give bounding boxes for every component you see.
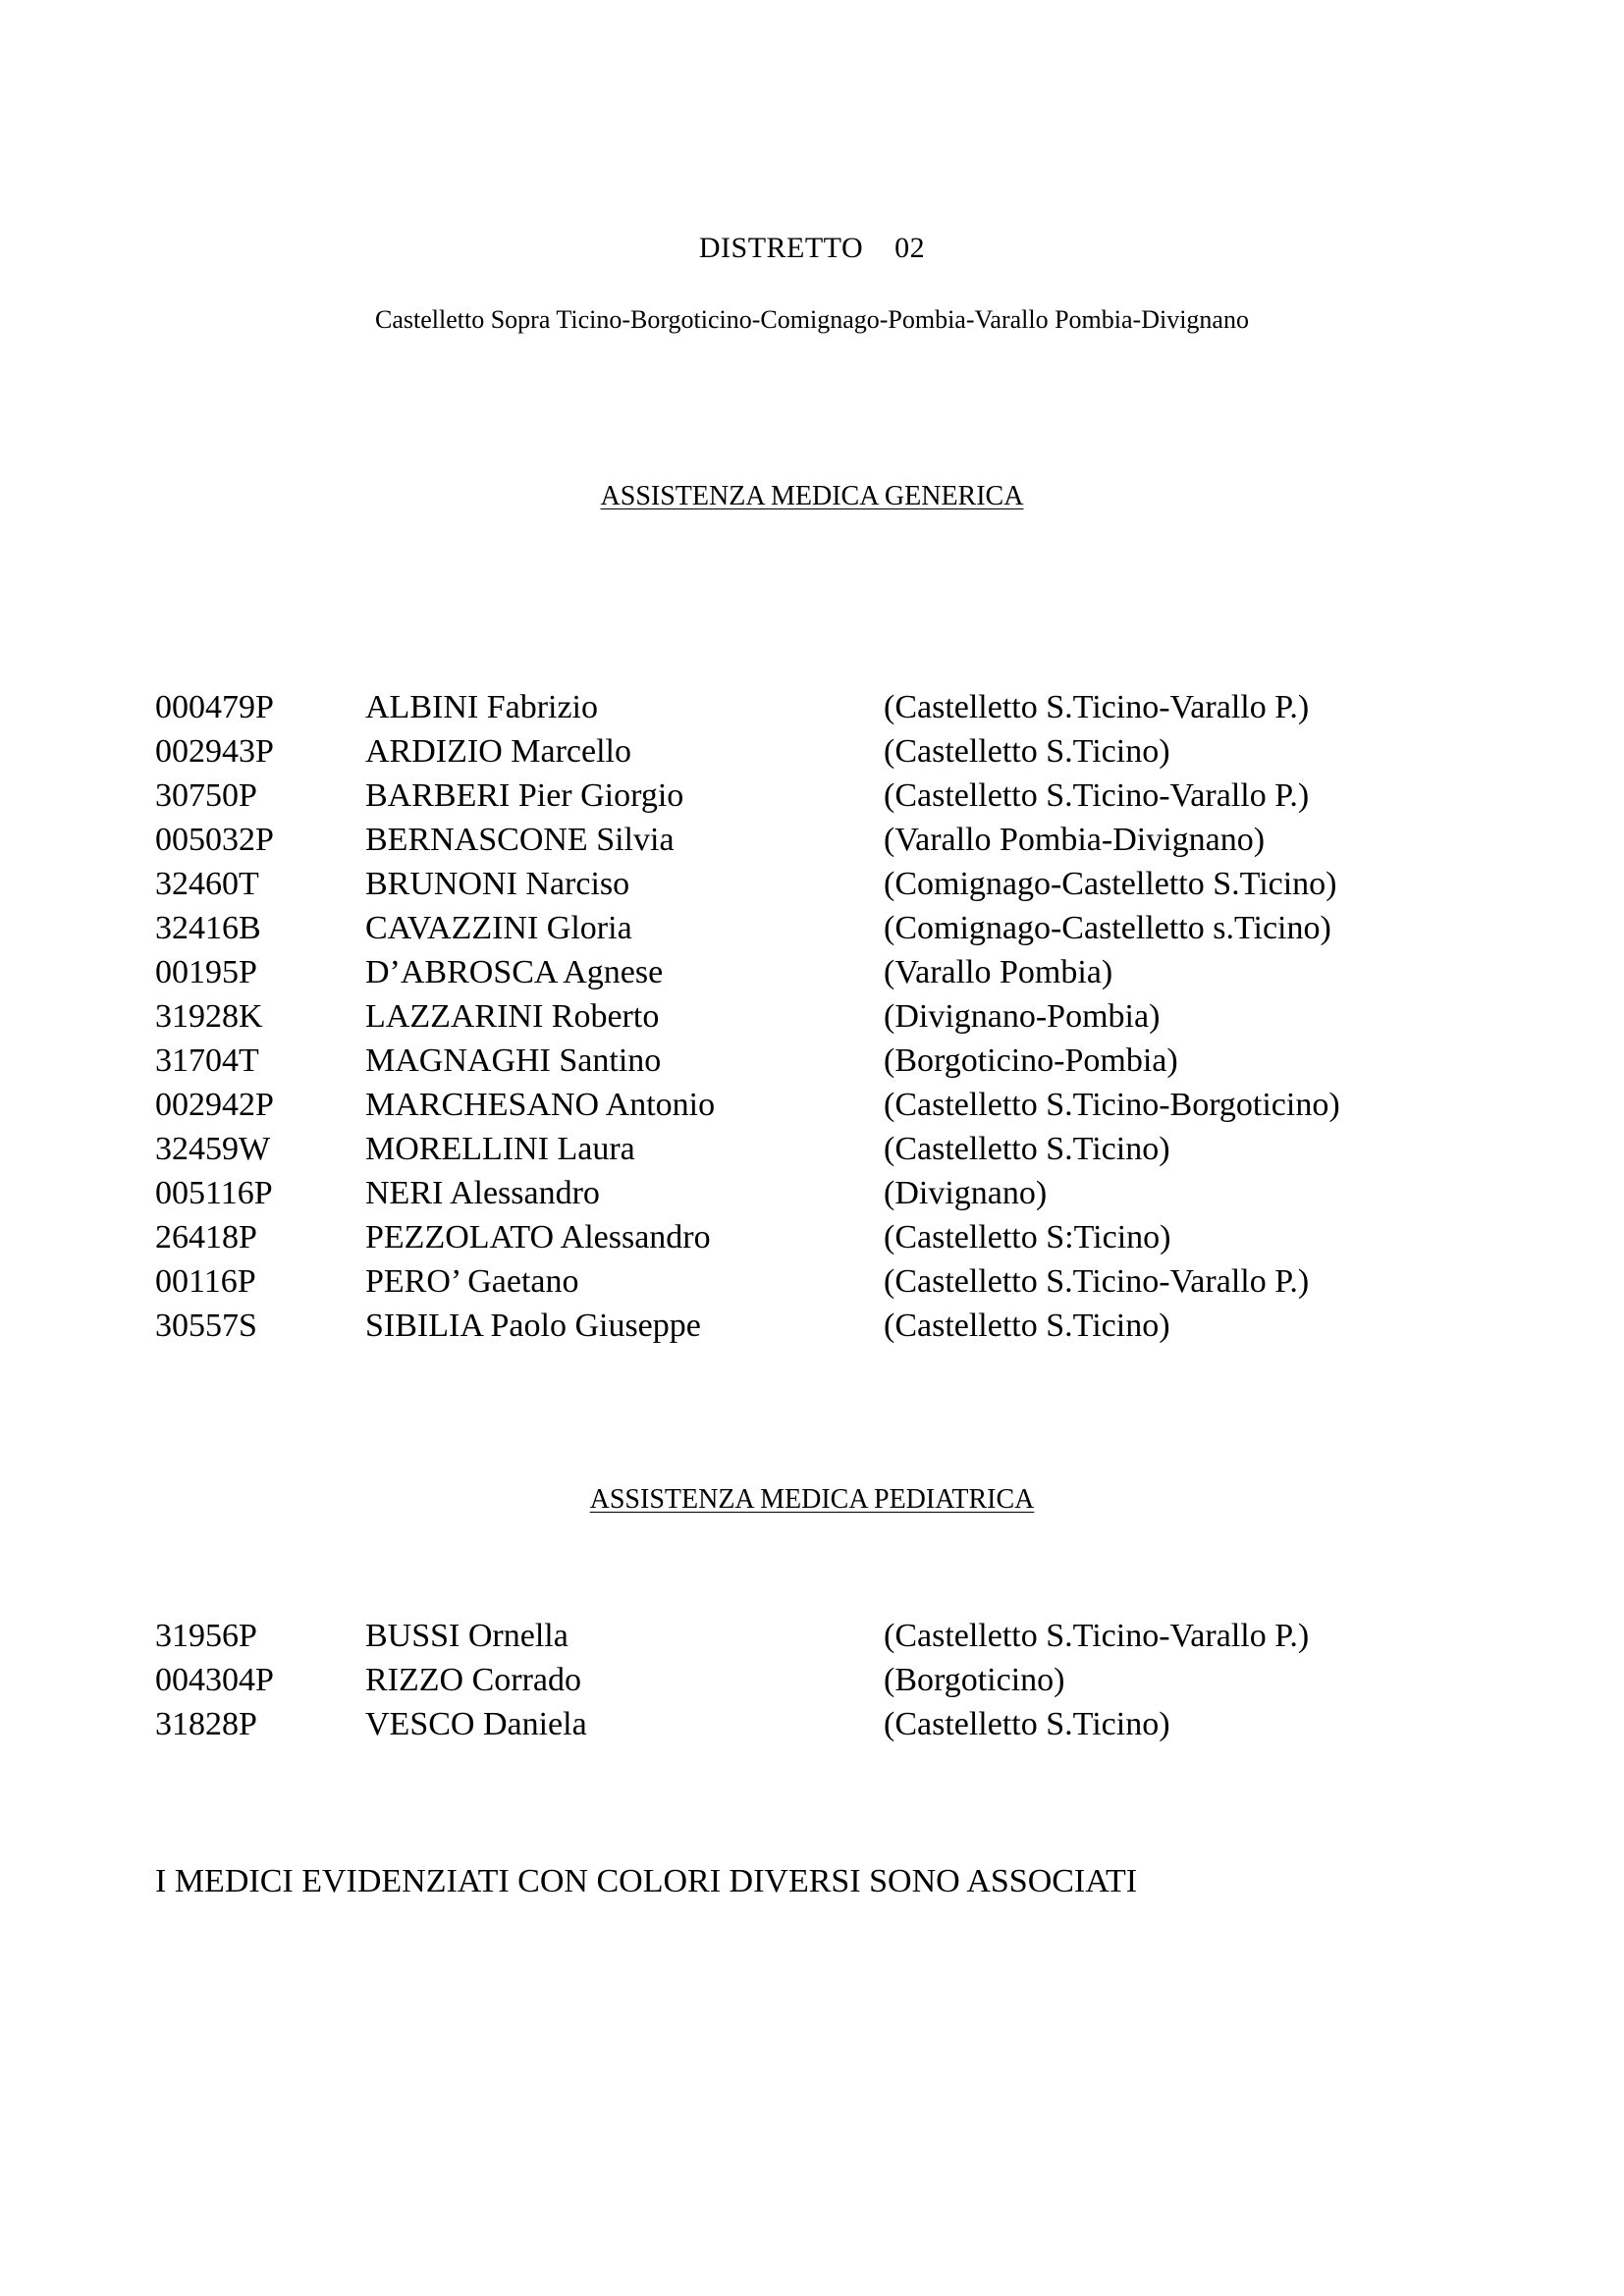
doctor-row — [0, 1702, 1624, 1746]
doctor-row — [0, 950, 1624, 994]
doctor-name: PEZZOLATO Alessandro — [365, 1219, 711, 1255]
district-label: DISTRETTO — [698, 232, 864, 264]
doctor-location: (Comignago-Castelletto s.Ticino) — [884, 910, 1331, 946]
district-heading — [0, 232, 1624, 265]
doctor-code: 26418P — [155, 1219, 257, 1255]
doctor-location: (Borgoticino-Pombia) — [884, 1042, 1178, 1079]
doctor-location: (Castelletto S:Ticino) — [884, 1219, 1171, 1255]
doctor-code: 32416B — [155, 910, 261, 946]
doctor-code: 005116P — [155, 1175, 273, 1211]
doctor-row — [0, 729, 1624, 774]
section-title-generic: ASSISTENZA MEDICA GENERICA — [600, 481, 1024, 511]
doctor-location: (Varallo Pombia-Divignano) — [884, 822, 1266, 858]
doctor-location: (Castelletto S.Ticino) — [884, 1131, 1170, 1167]
doctor-name: RIZZO Corrado — [365, 1662, 582, 1698]
doctor-location: (Castelletto S.Ticino) — [884, 733, 1170, 770]
generic-doctors-list — [0, 685, 1624, 1348]
doctor-code: 000479P — [155, 689, 274, 725]
doctor-code: 32459W — [155, 1131, 271, 1167]
doctor-name: LAZZARINI Roberto — [365, 998, 660, 1035]
doctor-name: BUSSI Ornella — [365, 1618, 568, 1654]
doctor-row — [0, 685, 1624, 729]
doctor-code: 004304P — [155, 1662, 274, 1698]
doctor-row — [0, 862, 1624, 906]
doctor-location: (Castelletto S.Ticino-Borgoticino) — [884, 1087, 1340, 1123]
doctor-name: MORELLINI Laura — [365, 1131, 635, 1167]
doctor-code: 32460T — [155, 866, 259, 902]
doctor-row — [0, 1658, 1624, 1702]
doctor-code: 30557S — [155, 1308, 257, 1344]
doctor-row — [0, 1215, 1624, 1259]
doctor-row — [0, 906, 1624, 950]
doctor-code: 002942P — [155, 1087, 274, 1123]
doctor-code: 002943P — [155, 733, 274, 770]
doctor-location: (Divignano) — [884, 1175, 1048, 1211]
doctor-location: (Castelletto S.Ticino-Varallo P.) — [884, 1618, 1310, 1654]
doctor-row — [0, 994, 1624, 1039]
doctor-name: MARCHESANO Antonio — [365, 1087, 716, 1123]
doctor-name: NERI Alessandro — [365, 1175, 600, 1211]
doctor-location: (Castelletto S.Ticino-Varallo P.) — [884, 1263, 1310, 1300]
pediatric-doctors-list — [0, 1614, 1624, 1746]
doctor-row — [0, 1259, 1624, 1304]
doctor-name: MAGNAGHI Santino — [365, 1042, 662, 1079]
doctor-location: (Varallo Pombia) — [884, 954, 1113, 990]
doctor-code: 31828P — [155, 1706, 257, 1742]
doctor-row — [0, 1083, 1624, 1127]
footer-note: I MEDICI EVIDENZIATI CON COLORI DIVERSI SONO ASSOCIATI — [155, 1863, 1138, 1899]
doctor-code: 30750P — [155, 777, 257, 814]
district-towns: Castelletto Sopra Ticino-Borgoticino-Comignago-Pombia-Varallo Pombia-Divignano — [375, 305, 1249, 334]
doctor-location: (Comignago-Castelletto S.Ticino) — [884, 866, 1337, 902]
doctor-location: (Castelletto S.Ticino) — [884, 1308, 1170, 1344]
doctor-row — [0, 1039, 1624, 1083]
doctor-name: VESCO Daniela — [365, 1706, 587, 1742]
doctor-row — [0, 1304, 1624, 1348]
doctor-location: (Castelletto S.Ticino) — [884, 1706, 1170, 1742]
doctor-location: (Borgoticino) — [884, 1662, 1065, 1698]
doctor-location: (Castelletto S.Ticino-Varallo P.) — [884, 777, 1310, 814]
doctor-code: 31704T — [155, 1042, 259, 1079]
doctor-code: 00116P — [155, 1263, 256, 1300]
doctor-name: PERO’ Gaetano — [365, 1263, 579, 1300]
doctor-code: 31928K — [155, 998, 263, 1035]
doctor-code: 005032P — [155, 822, 274, 858]
doctor-name: ALBINI Fabrizio — [365, 689, 599, 725]
doctor-row — [0, 1127, 1624, 1171]
doctor-name: BRUNONI Narciso — [365, 866, 630, 902]
doctor-name: CAVAZZINI Gloria — [365, 910, 632, 946]
doctor-name: D’ABROSCA Agnese — [365, 954, 664, 990]
doctor-row — [0, 1614, 1624, 1658]
doctor-name: ARDIZIO Marcello — [365, 733, 631, 770]
doctor-name: BERNASCONE Silvia — [365, 822, 675, 858]
doctor-name: SIBILIA Paolo Giuseppe — [365, 1308, 701, 1344]
doctor-row — [0, 818, 1624, 862]
doctor-row — [0, 1171, 1624, 1215]
doctor-location: (Castelletto S.Ticino-Varallo P.) — [884, 689, 1310, 725]
doctor-row — [0, 774, 1624, 818]
doctor-code: 31956P — [155, 1618, 257, 1654]
district-number: 02 — [894, 232, 926, 264]
doctor-location: (Divignano-Pombia) — [884, 998, 1161, 1035]
section-title-pediatric: ASSISTENZA MEDICA PEDIATRICA — [589, 1484, 1035, 1515]
doctor-code: 00195P — [155, 954, 257, 990]
doctor-name: BARBERI Pier Giorgio — [365, 777, 684, 814]
